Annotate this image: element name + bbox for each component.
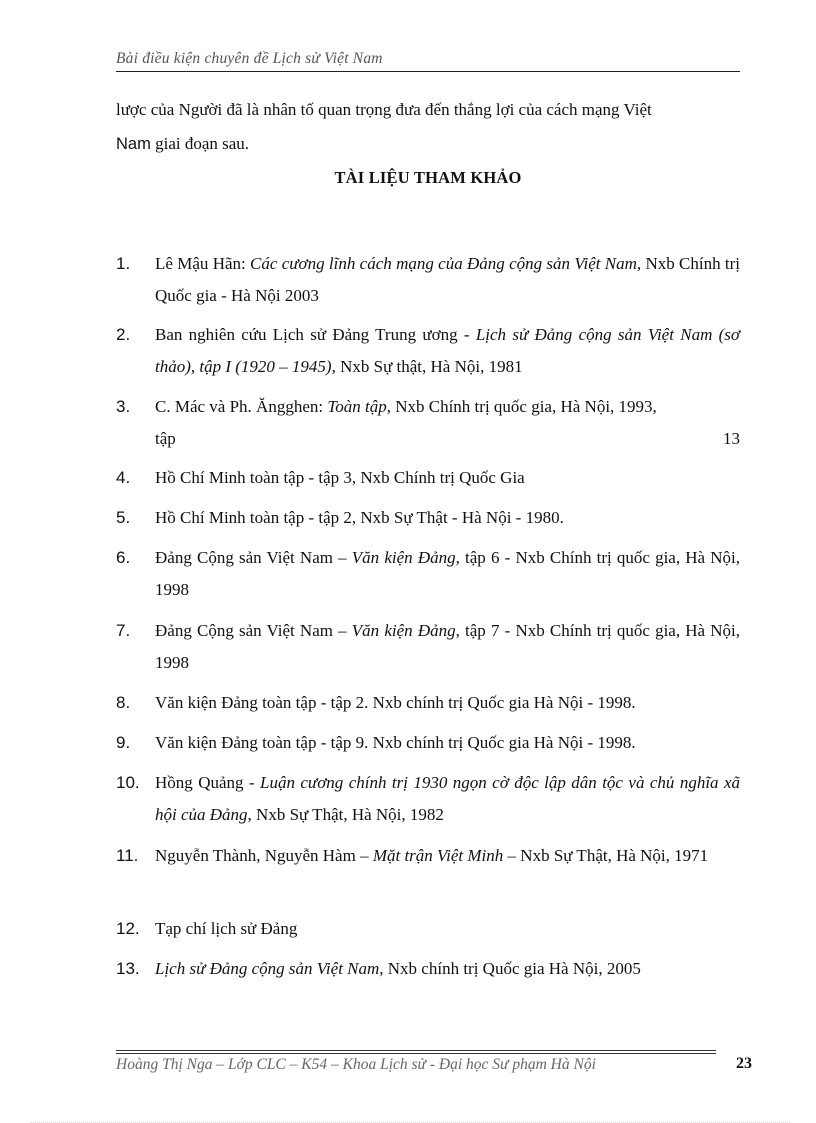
reference-text: Đảng Cộng sản Việt Nam – (155, 621, 352, 640)
reference-text: Đảng Cộng sản Việt Nam – (155, 548, 352, 567)
footer-rule-bottom (116, 1053, 716, 1054)
footer-rule-top (116, 1050, 716, 1051)
reference-number: 3. (116, 397, 131, 416)
reference-number: 10. (116, 773, 140, 792)
reference-publisher: – Nxb Sự Thật, Hà Nội, 1971 (503, 846, 709, 865)
reference-title: Các cương lĩnh cách mạng của Đảng cộng sản Việt Nam (250, 254, 637, 273)
reference-publisher: , tập 6 - Nxb Chính trị quốc gia, Hà Nội, 1998 (155, 548, 741, 599)
intro-line-2: giai đoạn sau. (150, 134, 250, 153)
reference-number: 7. (116, 621, 131, 640)
reference-number: 9. (116, 733, 131, 752)
reference-publisher: , Nxb Sự Thật, Hà Nội, 1982 (247, 805, 444, 824)
reference-title: Văn kiện Đảng (351, 621, 456, 640)
reference-text: Hồ Chí Minh toàn tập - tập 3, Nxb Chính trị Quốc Gia (155, 468, 525, 487)
reference-item-3 (116, 391, 740, 455)
reference-publisher: , Nxb Chính trị Quốc gia - Hà Nội 2003 (155, 254, 740, 305)
reference-number: 11. (116, 846, 139, 865)
reference-number: 6. (116, 548, 131, 567)
reference-publisher: , Nxb Chính trị quốc gia, Hà Nội, 1993, (386, 397, 657, 416)
reference-publisher: , Nxb chính trị Quốc gia Hà Nội, 2005 (379, 959, 641, 978)
reference-item-2 (116, 319, 740, 383)
reference-item-12 (116, 913, 740, 945)
reference-publisher: , tập 7 - Nxb Chính trị quốc gia, Hà Nội, 1998 (155, 621, 741, 672)
reference-title: Văn kiện Đảng (351, 548, 456, 567)
page-number: 23 (736, 1055, 752, 1072)
intro-paragraph (116, 93, 740, 161)
reference-item-5 (116, 502, 740, 534)
reference-item-11 (116, 840, 740, 872)
reference-number: 1. (116, 254, 131, 273)
reference-text: Hồ Chí Minh toàn tập - tập 2, Nxb Sự Thật - Hà Nội - 1980. (155, 508, 564, 527)
reference-text: Văn kiện Đảng toàn tập - tập 9. Nxb chính trị Quốc gia Hà Nội - 1998. (155, 733, 636, 752)
reference-text: Hồng Quảng - (155, 773, 261, 792)
reference-item-10 (116, 767, 740, 831)
reference-title: Lịch sử Đảng cộng sản Việt Nam (sơ thảo), tập I (1920 – 1945), (155, 325, 740, 376)
reference-text: Nguyễn Thành, Nguyễn Hàm – (155, 846, 373, 865)
reference-title: Mặt trận Việt Minh (372, 846, 504, 865)
reference-number: 13. (116, 959, 140, 978)
reference-number: 4. (116, 468, 131, 487)
reference-text: Ban nghiên cứu Lịch sử Đảng Trung ương - (155, 325, 476, 344)
reference-item-6 (116, 542, 740, 606)
reference-item-8 (116, 687, 740, 719)
references-title: TÀI LIỆU THAM KHẢO (334, 168, 522, 187)
reference-item-13 (116, 953, 740, 985)
reference-title: Lịch sử Đảng cộng sản Việt Nam (155, 959, 380, 978)
reference-volume-number: 13 (723, 429, 740, 448)
reference-text: C. Mác và Ph. Ăngghen: (155, 397, 328, 416)
reference-text: Văn kiện Đảng toàn tập - tập 2. Nxb chính trị Quốc gia Hà Nội - 1998. (155, 693, 636, 712)
reference-item-7 (116, 615, 740, 679)
reference-text: Tạp chí lịch sử Đảng (155, 919, 298, 938)
running-header: Bài điều kiện chuyên đề Lịch sử Việt Nam (116, 50, 383, 67)
reference-volume-label: tập (155, 429, 176, 448)
reference-number: 12. (116, 919, 140, 938)
reference-text: Lê Mậu Hãn: (155, 254, 251, 273)
reference-item-9 (116, 727, 740, 759)
reference-number: 8. (116, 693, 131, 712)
reference-publisher: Nxb Sự thật, Hà Nội, 1981 (335, 357, 523, 376)
reference-item-1 (116, 248, 740, 312)
intro-word: Nam (116, 135, 151, 153)
reference-number: 2. (116, 325, 131, 344)
reference-item-4 (116, 462, 740, 494)
intro-line-1: lược của Người đã là nhân tố quan trọng đưa đến thắng lợi của cách mạng Việt (116, 100, 652, 119)
header-rule (116, 71, 740, 72)
running-footer: Hoàng Thị Nga – Lớp CLC – K54 – Khoa Lịch sử - Đại học Sư phạm Hà Nội (116, 1056, 596, 1073)
reference-title: Toàn tập (327, 397, 387, 416)
reference-number: 5. (116, 508, 131, 527)
reference-title: Luận cương chính trị 1930 ngọn cờ độc lập dân tộc và chủ nghĩa xã hội của Đảng (155, 773, 740, 824)
